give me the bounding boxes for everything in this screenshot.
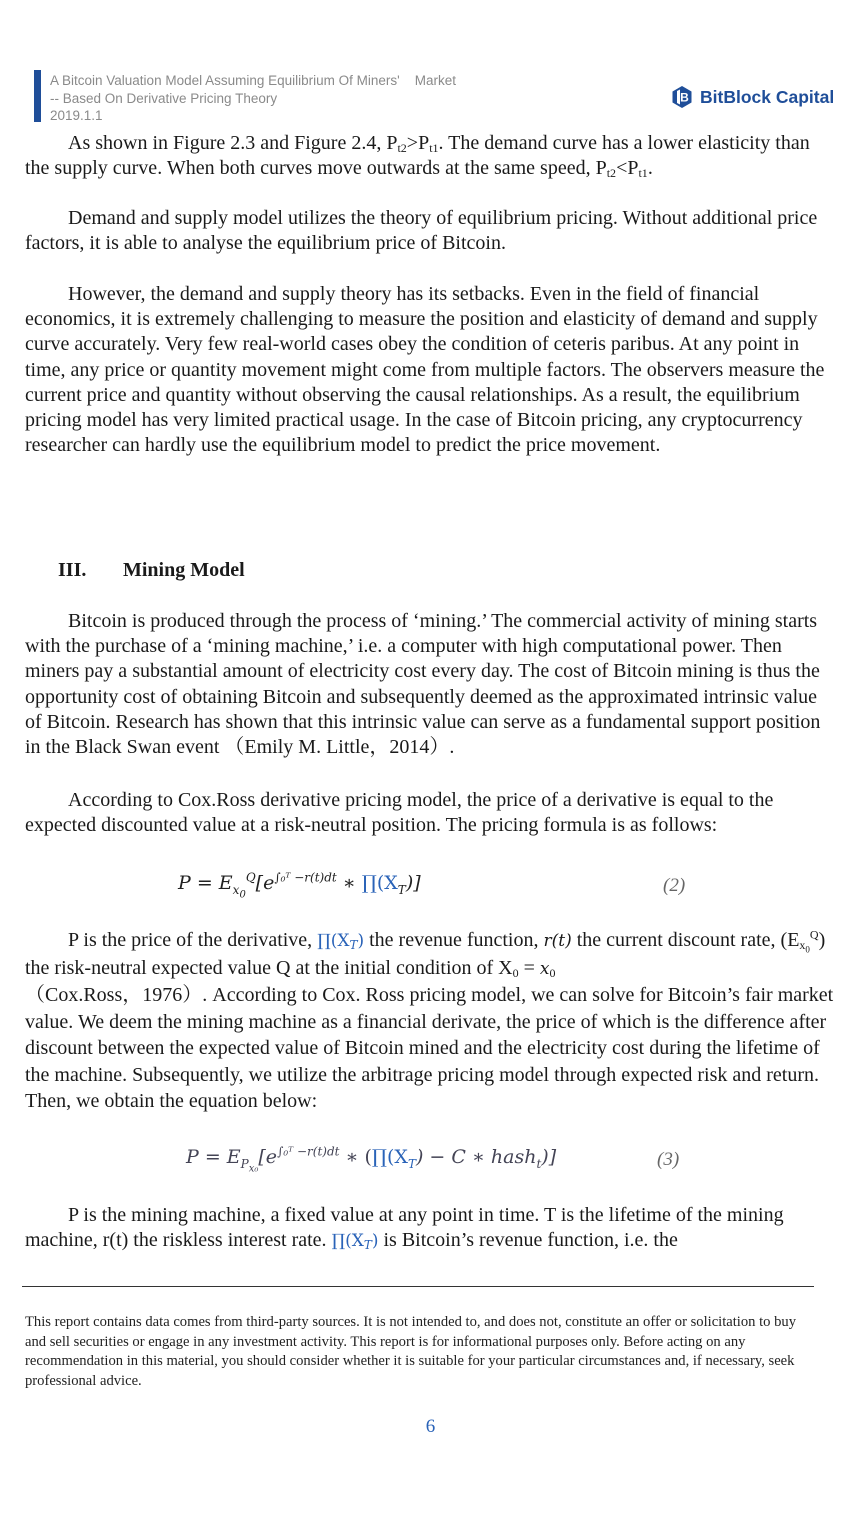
equation-2: $P = E_{x_0}^Q[e^{\int_0ᵀ -r(t)dt}$ ∗ $\prod(X_T)$]	[178, 870, 421, 901]
bitblock-logo-icon	[670, 85, 694, 109]
paragraph-5: According to Cox.Ross derivative pricing model, the price of a derivative is equal to the expected discounted value at a risk-neutral position. The pricing formula is as follows:	[25, 789, 774, 837]
paragraph-2: Demand and supply model utilizes the theory of equilibrium pricing. Without additional price factors, it is able to analyse the equilibrium price of Bitcoin.	[25, 207, 818, 255]
section-title: Mining Model	[123, 559, 245, 581]
disclaimer-text: This report contains data comes from third-party sources. It is not intended to, and does not, constitute an offer or solicitation to buy and sell securities or engage in any investment activity. This report is for informational purposes only. Before acting on any recommendation in this material, you should consider whether it is suitable for your particular circumstances and, if necessary, seek professional advice.	[25, 1314, 796, 1389]
report-date: 2019.1.1	[50, 108, 103, 123]
section-number: III.	[58, 559, 87, 581]
equation-3-number: (3)	[657, 1149, 680, 1170]
paragraph-7: P is the mining machine, a fixed value at any point in time. T is the lifetime of the mining machine, r(t) the riskless interest rate. $\prod(X_T)$ is Bitcoin’s revenue function, i.e. the	[25, 1204, 784, 1253]
header-accent-bar	[34, 70, 41, 122]
report-title-line1: A Bitcoin Valuation Model Assuming Equilibrium Of Miners' Market	[50, 73, 456, 88]
paragraph-4: Bitcoin is produced through the process of ‘mining.’ The commercial activity of mining starts with the purchase of a ‘mining machine,’ i.e. a computer with high computational power. Then miners pay a substantial amount of electricity cost every day. The cost of Bitcoin mining is thus the opportunity cost of obtaining Bitcoin and subsequently deemed as the approximated intrinsic value of Bitcoin. Research has shown that this intrinsic value can serve as a fundamental support position in the Black Swan event （Emily M. Little，2014）.	[25, 610, 821, 759]
equation-3: $P = E_{P_{x_0}}[e^{\int_0ᵀ -r(t)dt}$ ∗ ($\prod(X_T) - C$ ∗ hash$_t$)]	[186, 1144, 557, 1175]
brand-logo	[670, 84, 834, 110]
svg-text:B: B	[680, 90, 689, 105]
report-title-line2: -- Based On Derivative Pricing Theory	[50, 91, 278, 106]
paragraph-6: P is the price of the derivative, $\prod(X_T)$ the revenue function, r(t) the current discount rate, $(E_{x_0}^Q)$ the risk-neutral expected value Q at the initial condition of $X_0 = x_0$ （Cox.Ross，1976）. According to Cox. Ross pricing model, we can solve for Bitcoin’s fair market value. We deem the mining machine as a financial derivate, the price of which is the difference after discount between the expected value of Bitcoin mined and the electricity cost during the lifetime of the machine. Subsequently, we utilize the arbitrage pricing model through expected risk and return. Then, we obtain the equation below:	[25, 927, 834, 1112]
brand-name: BitBlock Capital	[700, 86, 835, 107]
paragraph-3: However, the demand and supply theory has its setbacks. Even in the field of financial economics, it is extremely challenging to measure the position and elasticity of demand and supply curve accurately. Very few real-world cases obey the condition of ceteris paribus. At any point in time, any price or quantity movement might come from multiple factors. The observers measure the current price and quantity without observing the causal relationships. As a result, the equilibrium pricing model has very limited practical usage. In the case of Bitcoin pricing, any cryptocurrency researcher can hardly use the equilibrium model to predict the price movement.	[25, 283, 825, 457]
footer-divider	[22, 1286, 814, 1287]
paragraph-1: As shown in Figure 2.3 and Figure 2.4, $P_{t2}>P_{t1}$. The demand curve has a lower elasticity than the supply curve. When both curves move outwards at the same speed, $P_{t2}<P_{t1}$.	[25, 132, 810, 181]
equation-2-number: (2)	[663, 875, 686, 896]
page-number: 6	[425, 1416, 436, 1437]
